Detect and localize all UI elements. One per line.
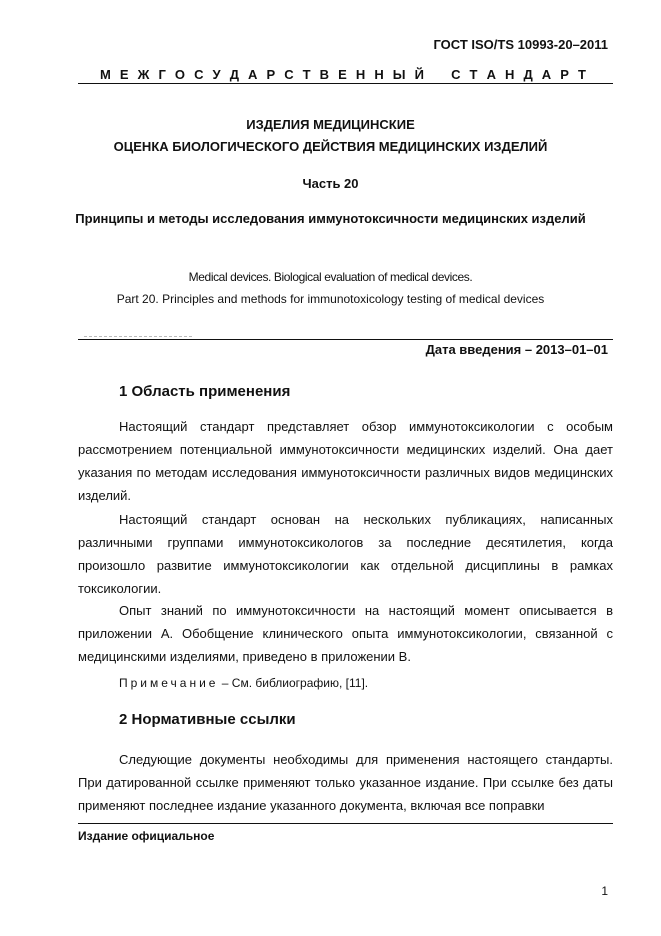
english-title-line2: Part 20. Principles and methods for immunotoxicology testing of medical devices xyxy=(116,292,545,306)
interstate-letter: М xyxy=(100,67,111,82)
header-rule xyxy=(78,83,613,84)
interstate-letter: Р xyxy=(266,67,276,82)
interstate-letter: Т xyxy=(577,67,586,82)
interstate-letter: Т xyxy=(302,67,311,82)
note xyxy=(119,676,368,690)
section1-paragraph3: Опыт знаний по иммунотоксичности на настоящий момент описывается в приложении А. Обобщение клинического опыта иммунотоксикологии, связанной с медицинскими изделиями, приведено в приложении В. xyxy=(78,603,613,664)
faint-divider xyxy=(84,336,192,337)
interstate-letter: В xyxy=(319,67,330,82)
interstate-letter: Д xyxy=(523,67,533,82)
interstate-letter: С xyxy=(194,67,204,82)
interstate-letter: Р xyxy=(560,67,569,82)
interstate-letter: С xyxy=(284,67,294,82)
section2-paragraph1: Следующие документы необходимы для применения настоящего стандарты. При датированной ссылке применяют только указанное издание. При ссылке без даты применяют последнее издание указанного документа, включая все поправки xyxy=(78,752,613,813)
section2-heading: 2 Нормативные ссылки xyxy=(119,711,296,728)
section1-paragraph2: Настоящий стандарт основан на нескольких публикациях, написанных различными группами иммунотоксикологов за последние десятилетия, когда произошло развитие иммунотоксикологии как отдельной дисциплины в рамках токсикологии. xyxy=(78,512,613,596)
interstate-letter: А xyxy=(541,67,552,82)
english-title-line1: Medical devices. Biological evaluation of medical devices. xyxy=(188,270,473,284)
interstate-letter: А xyxy=(248,67,258,82)
official-edition: Издание официальное xyxy=(78,829,215,843)
interstate-letter: Ж xyxy=(137,67,150,82)
document-title-line1: ИЗДЕЛИЯ МЕДИЦИНСКИЕ xyxy=(246,117,415,132)
note-text: – См. библиографию, [11]. xyxy=(218,676,369,690)
interstate-letter: Ы xyxy=(392,67,406,82)
interstate-letter: А xyxy=(486,67,496,82)
interstate-letter: Н xyxy=(355,67,366,82)
interstate-letter: Д xyxy=(229,67,239,82)
interstate-letter: Й xyxy=(414,67,424,82)
interstate-letter: С xyxy=(451,67,461,82)
page-number: 1 xyxy=(601,884,608,898)
title-rule xyxy=(78,339,613,340)
document-subtitle: Принципы и методы исследования иммунотоксичности медицинских изделий xyxy=(75,211,586,226)
interstate-letter: У xyxy=(212,67,221,82)
introduction-date: Дата введения – 2013–01–01 xyxy=(425,342,608,357)
interstate-letter: Н xyxy=(374,67,384,82)
interstate-letter: Г xyxy=(158,67,166,82)
document-title-line2: ОЦЕНКА БИОЛОГИЧЕСКОГО ДЕЙСТВИЯ МЕДИЦИНСКИХ ИЗДЕЛИЙ xyxy=(113,139,548,154)
interstate-letter: Н xyxy=(505,67,515,82)
interstate-letter: О xyxy=(174,67,186,82)
interstate-standard-heading xyxy=(100,67,586,82)
standard-code: ГОСТ ISO/TS 10993-20–2011 xyxy=(433,37,608,52)
interstate-letter: Е xyxy=(338,67,347,82)
footer-rule xyxy=(78,823,613,824)
section1-heading: 1 Область применения xyxy=(119,383,291,400)
note-label: Примечание xyxy=(119,676,219,690)
interstate-letter: Е xyxy=(119,67,129,82)
document-part: Часть 20 xyxy=(302,176,359,191)
section1-paragraph1: Настоящий стандарт представляет обзор иммунотоксикологии с особым рассмотрением потенциальной иммунотоксичности медицинских изделий. Она дает указания по методам исследования иммунотоксичности различных видов медицинских изделий. xyxy=(78,419,613,503)
interstate-letter: Т xyxy=(469,67,478,82)
